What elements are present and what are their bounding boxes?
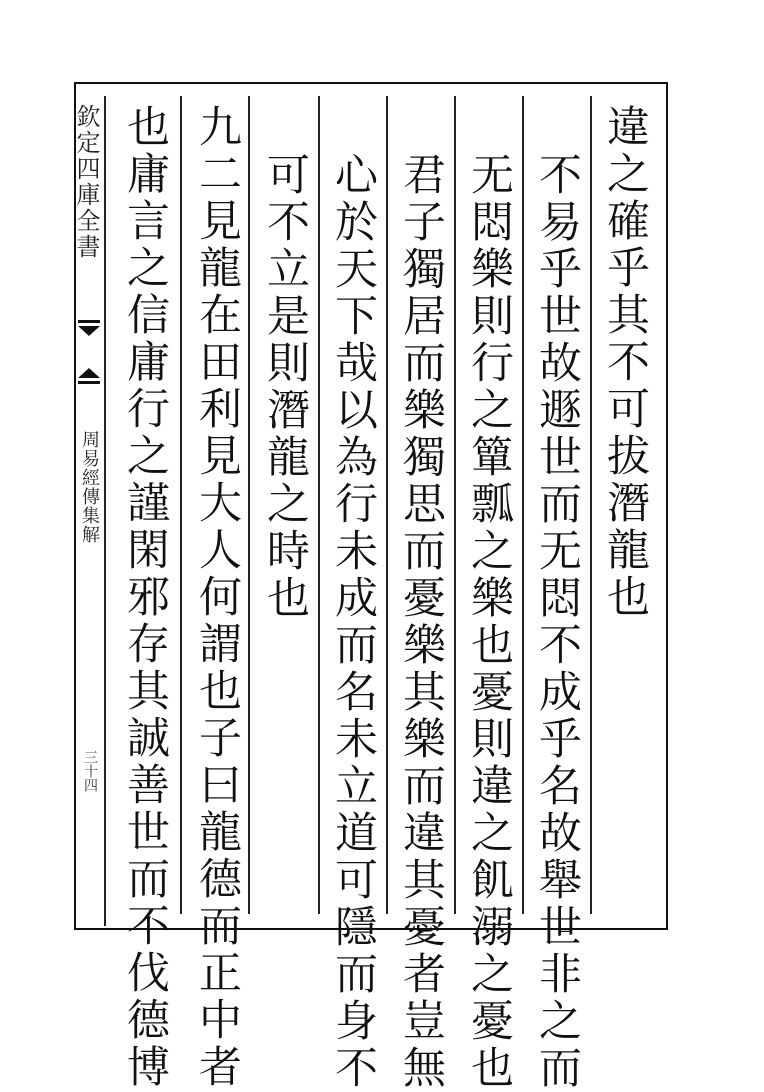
text-column-7: 九二見龍在田利見大人何謂也子曰龍德而正中者 — [192, 104, 242, 1091]
column-rule — [454, 96, 456, 914]
margin-divider — [104, 96, 106, 926]
column-rule — [522, 96, 524, 914]
column-rule — [590, 96, 592, 914]
column-rule — [180, 96, 182, 914]
text-column-5: 心於天下哉以為行未成而名未立道可隱而身不 — [328, 152, 378, 1092]
text-column-6: 可不立是則潛龍之時也 — [260, 152, 310, 622]
fishtail-mark-icon — [78, 320, 100, 384]
margin-title: 欽定四庫全書 — [72, 104, 100, 260]
column-rule — [318, 96, 320, 914]
margin-page-number: 三十四 — [82, 750, 98, 792]
margin-book-title: 周易經傳集解 — [79, 430, 100, 544]
column-rule — [248, 96, 250, 914]
text-column-3: 无悶樂則行之簞瓢之樂也憂則違之飢溺之憂也 — [464, 152, 514, 1092]
text-column-1: 違之確乎其不可拔潛龍也 — [600, 104, 650, 621]
column-rule — [386, 96, 388, 914]
text-column-2: 不易乎世故遯世而无悶不成乎名故舉世非之而 — [532, 152, 582, 1092]
text-column-4: 君子獨居而樂獨思而憂樂其樂而違其憂者豈無 — [396, 152, 446, 1092]
text-column-8: 也庸言之信庸行之謹閑邪存其誠善世而不伐德博 — [120, 104, 170, 1091]
